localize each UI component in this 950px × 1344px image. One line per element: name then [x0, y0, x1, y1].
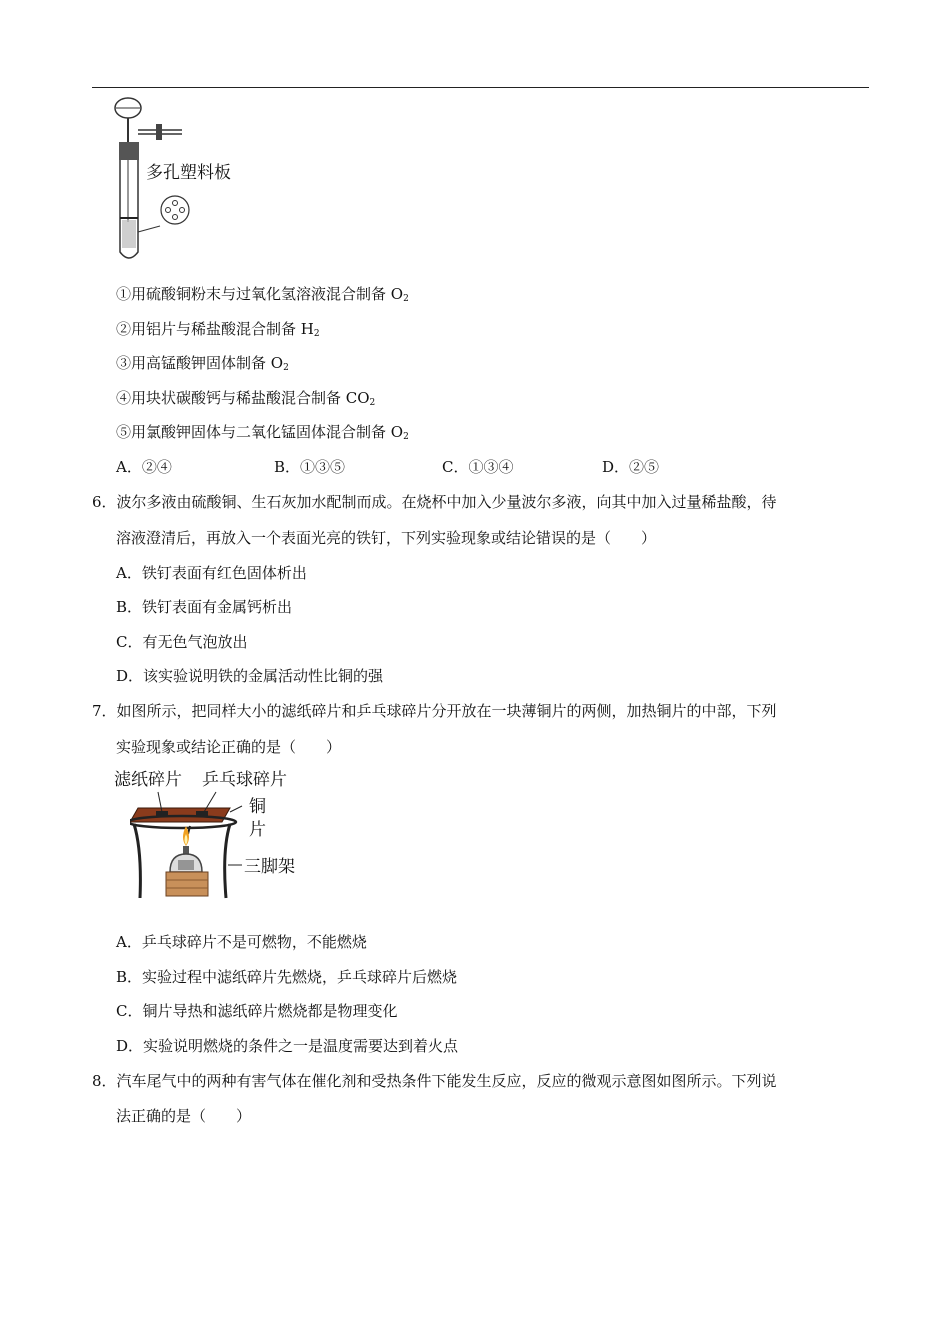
- q5-option-b: B．①③⑤: [274, 458, 346, 476]
- q7-option-c: C．铜片导热和滤纸碎片燃烧都是物理变化: [116, 1002, 398, 1020]
- filter-paper-label: 滤纸碎片: [114, 770, 182, 790]
- copper-label-2: 片: [249, 820, 266, 840]
- q5-item-3: ③用高锰酸钾固体制备 $O_2$: [116, 354, 289, 373]
- q6-option-b: B．铁钉表面有金属钙析出: [116, 598, 293, 616]
- copper-label-1: 铜: [249, 797, 266, 817]
- q7-option-d: D．实验说明燃烧的条件之一是温度需要达到着火点: [116, 1037, 459, 1055]
- q8-stem-line1: 8．汽车尾气中的两种有害气体在催化剂和受热条件下能发生反应，反应的微观示意图如图所示。下列说: [92, 1072, 777, 1090]
- q7-option-b: B．实验过程中滤纸碎片先燃烧，乒乓球碎片后燃烧: [116, 968, 458, 986]
- tripod-figure: [130, 790, 260, 905]
- q6-stem-line1: 6．波尔多液由硫酸铜、生石灰加水配制而成。在烧杯中加入少量波尔多液，向其中加入过量稀盐酸，待: [92, 493, 777, 511]
- q6-option-c: C．有无色气泡放出: [116, 633, 248, 651]
- q5-option-a: A．②④: [116, 458, 172, 476]
- q7-stem-line1: 7．如图所示，把同样大小的滤纸碎片和乒乓球碎片分开放在一块薄铜片的两侧，加热铜片的中部，下列: [92, 702, 777, 720]
- q5-item-5: ⑤用氯酸钾固体与二氧化锰固体混合制备 $O_2$: [116, 423, 409, 442]
- q6-stem-line2: 溶液澄清后，再放入一个表面光亮的铁钉，下列实验现象或结论错误的是（ ）: [116, 529, 657, 547]
- header-rule: [92, 87, 869, 88]
- plastic-plate-label: 多孔塑料板: [146, 163, 231, 183]
- q5-item-1: ①用硫酸铜粉末与过氧化氢溶液混合制备 $O_2$: [116, 285, 409, 304]
- tripod-label: 三脚架: [244, 857, 295, 877]
- pingpong-label: 乒乓球碎片: [202, 770, 287, 790]
- q5-option-c: C．①③④: [442, 458, 514, 476]
- q7-option-a: A．乒乓球碎片不是可燃物，不能燃烧: [116, 933, 367, 951]
- q6-option-d: D．该实验说明铁的金属活动性比铜的强: [116, 667, 384, 685]
- q7-stem-line2: 实验现象或结论正确的是（ ）: [116, 738, 342, 756]
- q5-item-2: ②用铝片与稀盐酸混合制备 $H_2$: [116, 320, 320, 339]
- q5-item-4: ④用块状碳酸钙与稀盐酸混合制备 $CO_2$: [116, 389, 376, 408]
- q6-option-a: A．铁钉表面有红色固体析出: [116, 564, 307, 582]
- q5-options: [116, 457, 659, 477]
- q8-stem-line2: 法正确的是（ ）: [116, 1107, 252, 1125]
- q5-option-d: D．②⑤: [602, 458, 660, 476]
